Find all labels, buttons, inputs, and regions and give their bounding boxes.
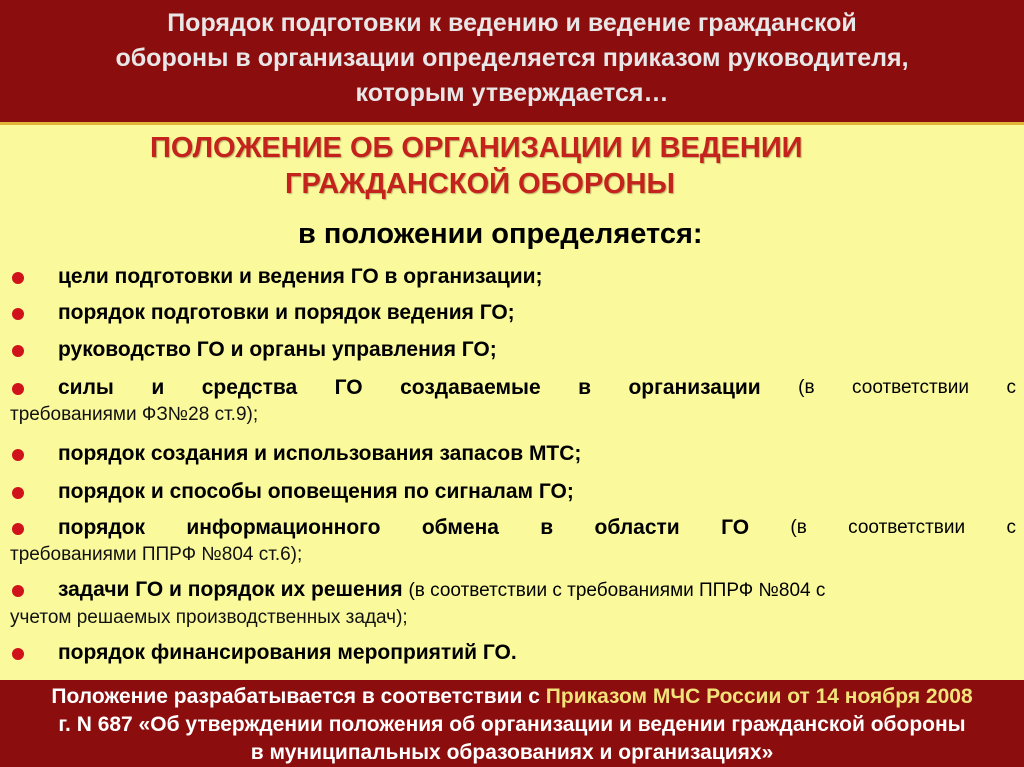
note-word: (в	[798, 377, 815, 398]
footer-banner	[0, 680, 1024, 767]
list-item-text: порядок и способы оповещения по сигналам ГО;	[58, 480, 574, 503]
list-item-justified	[10, 373, 1016, 403]
bullet-icon	[12, 523, 24, 535]
list-item	[0, 477, 1024, 507]
list-item-text: порядок создания и использования запасов МТС;	[58, 442, 582, 465]
word: обмена	[421, 516, 499, 539]
document-title-line-2: ГРАЖДАНСКОЙ ОБОРОНЫ	[285, 168, 675, 200]
header-line-2: обороны в организации определяется приказом руководителя,	[115, 44, 909, 72]
list-item-text: руководство ГО и органы управления ГО;	[58, 338, 497, 361]
bullet-icon	[12, 487, 24, 499]
note-word: соответствии	[852, 377, 970, 398]
list-item-text: порядок финансирования мероприятий ГО.	[58, 641, 517, 664]
footer-line-1	[0, 683, 1024, 711]
list-item-text-row	[10, 575, 1016, 606]
word: ГО	[334, 376, 363, 399]
list-item-continuation: учетом решаемых производственных задач);	[10, 607, 408, 628]
word: средства	[201, 376, 298, 399]
list-item-text: цели подготовки и ведения ГО в организации;	[58, 265, 543, 288]
list-item	[0, 298, 1024, 328]
word: области	[594, 516, 680, 539]
word: создаваемые	[400, 376, 541, 399]
word: информационного	[186, 516, 381, 539]
bullet-icon	[12, 585, 24, 597]
word: организации	[628, 376, 761, 399]
bullet-icon	[12, 345, 24, 357]
list-item-justified	[10, 513, 1016, 543]
word: в	[578, 376, 592, 399]
word: порядок	[58, 516, 145, 539]
list-item	[0, 638, 1024, 668]
list-item	[0, 335, 1024, 365]
word: и	[151, 376, 165, 399]
list-item-continuation: требованиями ФЗ№28 ст.9);	[10, 404, 259, 425]
word: ГО	[721, 516, 750, 539]
footer-highlight: Приказом МЧС России от 14 ноября 2008	[545, 685, 973, 708]
note-word: соответствии	[848, 517, 966, 538]
header-line-3: которым утверждается…	[355, 79, 669, 107]
bullet-icon	[12, 648, 24, 660]
word: в	[540, 516, 554, 539]
word: силы	[58, 376, 114, 399]
bullet-icon	[12, 272, 24, 284]
list-item	[0, 262, 1024, 292]
note-word: с	[1006, 517, 1016, 538]
list-item-text: задачи ГО и порядок их решения	[58, 578, 403, 601]
main-content	[0, 125, 1024, 680]
list-item-note: (в соответствии с требованиями ППРФ №804 с	[408, 580, 826, 601]
subtitle: в положении определяется:	[298, 218, 703, 250]
list-item	[0, 439, 1024, 469]
list-item-continuation: требованиями ППРФ №804 ст.6);	[10, 544, 303, 565]
footer-line-3: в муниципальных образованиях и организациях»	[250, 741, 774, 764]
list-item-text: порядок подготовки и порядок ведения ГО;	[58, 301, 515, 324]
note-word: (в	[790, 517, 807, 538]
header-line-1: Порядок подготовки к ведению и ведение гражданской	[167, 9, 857, 37]
footer-line-2: г. N 687 «Об утверждении положения об организации и ведении гражданской обороны	[58, 713, 966, 736]
bullet-icon	[12, 449, 24, 461]
list-item	[0, 575, 1024, 630]
note-word: с	[1006, 377, 1016, 398]
footer-text: Положение разрабатывается в соответствии с	[51, 685, 546, 708]
bullet-icon	[12, 308, 24, 320]
bullet-icon	[12, 383, 24, 395]
list-item	[0, 373, 1024, 427]
document-title-line-1: ПОЛОЖЕНИЕ ОБ ОРГАНИЗАЦИИ И ВЕДЕНИИ	[150, 132, 803, 164]
header-banner	[0, 0, 1024, 122]
list-item	[0, 513, 1024, 567]
